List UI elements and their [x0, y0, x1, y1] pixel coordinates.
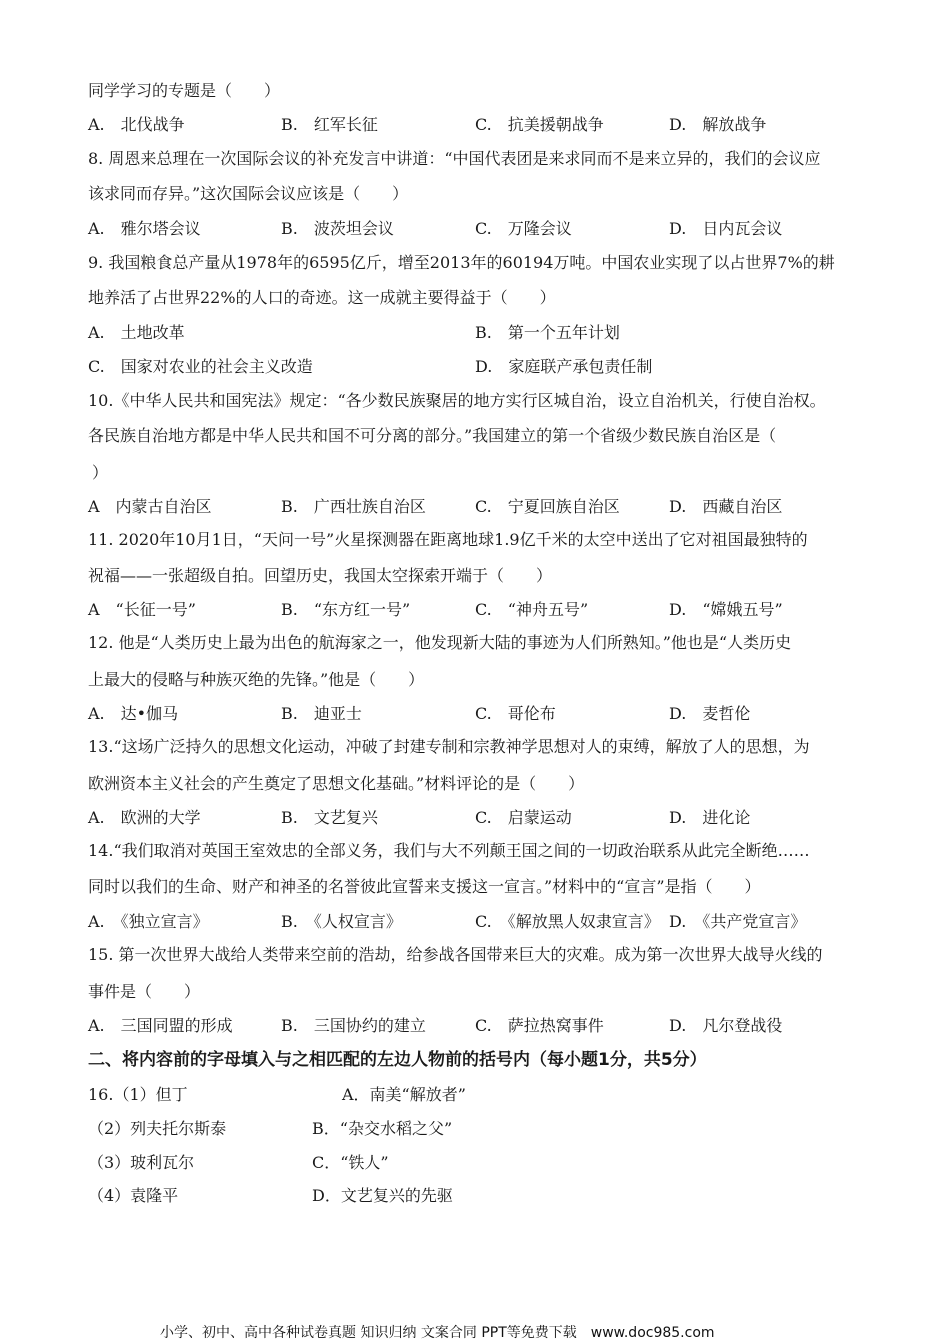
- q13-option-d: D. 进化论: [669, 808, 751, 827]
- q9-stem-line1: 9. 我国粮食总产量从1978年的6595亿斤，增至2013年的60194万吨。中国农业实现了以占世界7%的耕: [88, 253, 835, 272]
- q12-option-d: D. 麦哲伦: [669, 704, 751, 723]
- q8-option-b: B. 波茨坦会议: [281, 219, 394, 238]
- q14-option-b: B. 《人权宣言》: [281, 912, 402, 931]
- q14-option-d: D. 《共产党宣言》: [669, 912, 807, 931]
- q7-option-a: A. 北伐战争: [88, 115, 185, 134]
- q13-stem-line1: 13.“这场广泛持久的思想文化运动，冲破了封建专制和宗教神学思想对人的束缚，解放了人的思想，为: [88, 737, 810, 756]
- q16-left-item-1: 16.（1）但丁: [88, 1085, 188, 1104]
- q14-option-a: A. 《独立宣言》: [88, 912, 209, 931]
- q10-option-d: D. 西藏自治区: [669, 497, 783, 516]
- q13-option-b: B. 文艺复兴: [281, 808, 378, 827]
- q14-stem-line2: 同时以我们的生命、财产和神圣的名誉彼此宣誓来支援这一宣言。”材料中的“宣言”是指（ ）: [88, 877, 761, 896]
- q14-stem-line1: 14.“我们取消对英国王室效忠的全部义务，我们与大不列颠王国之间的一切政治联系从此完全断绝……: [88, 841, 810, 860]
- q11-stem-line1: 11. 2020年10月1日，“天问一号”火星探测器在距离地球1.9亿千米的太空中送出了它对祖国最独特的: [88, 530, 808, 549]
- q7-option-c: C. 抗美援朝战争: [475, 115, 604, 134]
- q16-left-item-2: （2）列夫托尔斯泰: [88, 1119, 227, 1138]
- q15-option-d: D. 凡尔登战役: [669, 1016, 783, 1035]
- q8-stem-line1: 8. 周恩来总理在一次国际会议的补充发言中讲道：“中国代表团是来求同而不是来立异的，我们的会议应: [88, 149, 821, 168]
- q11-option-b: B. “东方红一号”: [281, 600, 411, 619]
- q7-stem-tail: 同学学习的专题是（ ）: [88, 81, 281, 100]
- q10-option-a: A 内蒙古自治区: [88, 497, 212, 516]
- q7-option-d: D. 解放战争: [669, 115, 767, 134]
- q11-option-d: D. “嫦娥五号”: [669, 600, 783, 619]
- q16-right-item-b: B．“杂交水稻之父”: [312, 1119, 453, 1138]
- section-2-heading: 二、将内容前的字母填入与之相匹配的左边人物前的括号内（每小题1分，共5分）: [88, 1050, 707, 1070]
- q9-option-d: D. 家庭联产承包责任制: [475, 357, 653, 376]
- q15-option-c: C. 萨拉热窝事件: [475, 1016, 604, 1035]
- q14-option-c: C. 《解放黑人奴隶宣言》: [475, 912, 660, 931]
- q15-stem-line2: 事件是（ ）: [88, 982, 201, 1001]
- q10-stem-line3: ）: [92, 463, 109, 482]
- q16-left-item-3: （3）玻利瓦尔: [88, 1153, 195, 1172]
- q11-option-c: C. “神舟五号”: [475, 600, 589, 619]
- q13-option-a: A. 欧洲的大学: [88, 808, 201, 827]
- q10-stem-line2: 各民族自治地方都是中华人民共和国不可分离的部分。”我国建立的第一个省级少数民族自治区是（: [88, 426, 777, 445]
- q13-option-c: C. 启蒙运动: [475, 808, 572, 827]
- q16-right-item-a: A．南美“解放者”: [342, 1085, 466, 1104]
- q8-option-c: C. 万隆会议: [475, 219, 572, 238]
- q13-stem-line2: 欧洲资本主义社会的产生奠定了思想文化基础。”材料评论的是（ ）: [88, 774, 585, 793]
- q11-option-a: A “长征一号”: [88, 600, 196, 619]
- q10-option-c: C. 宁夏回族自治区: [475, 497, 620, 516]
- q9-option-c: C. 国家对农业的社会主义改造: [88, 357, 313, 376]
- q16-right-item-c: C．“铁人”: [312, 1153, 389, 1172]
- q16-left-item-4: （4）袁隆平: [88, 1186, 179, 1205]
- q12-stem-line1: 12. 他是“人类历史上最为出色的航海家之一，他发现新大陆的事迹为人们所熟知。”他也是“人类历史: [88, 633, 792, 652]
- q9-stem-line2: 地养活了占世界22%的人口的奇迹。这一成就主要得益于（ ）: [88, 288, 556, 307]
- q15-option-b: B. 三国协约的建立: [281, 1016, 426, 1035]
- q7-option-b: B. 红军长征: [281, 115, 378, 134]
- footer-watermark-text: 小学、初中、高中各种试卷真题 知识归纳 文案合同 PPT等免费下载 www.doc985.com: [160, 1325, 715, 1341]
- q12-option-a: A. 达•伽马: [88, 704, 179, 723]
- q12-option-c: C. 哥伦布: [475, 704, 556, 723]
- q10-stem-line1: 10.《中华人民共和国宪法》规定：“各少数民族聚居的地方实行区城自治，设立自治机关，行使自治权。: [88, 391, 826, 410]
- q12-stem-line2: 上最大的侵略与种族灭绝的先锋。”他是（ ）: [88, 670, 425, 689]
- q8-stem-line2: 该求同而存异。”这次国际会议应该是（ ）: [88, 184, 409, 203]
- q8-option-d: D. 日内瓦会议: [669, 219, 783, 238]
- q10-option-b: B. 广西壮族自治区: [281, 497, 426, 516]
- q12-option-b: B. 迪亚士: [281, 704, 362, 723]
- q11-stem-line2: 祝福——一张超级自拍。回望历史，我国太空探索开端于（ ）: [88, 566, 553, 585]
- q15-option-a: A. 三国同盟的形成: [88, 1016, 233, 1035]
- q8-option-a: A. 雅尔塔会议: [88, 219, 201, 238]
- q16-right-item-d: D．文艺复兴的先驱: [312, 1186, 453, 1205]
- q9-option-a: A. 土地改革: [88, 323, 185, 342]
- q9-option-b: B. 第一个五年计划: [475, 323, 620, 342]
- q15-stem-line1: 15. 第一次世界大战给人类带来空前的浩劫，给参战各国带来巨大的灾难。成为第一次世界大战导火线的: [88, 945, 823, 964]
